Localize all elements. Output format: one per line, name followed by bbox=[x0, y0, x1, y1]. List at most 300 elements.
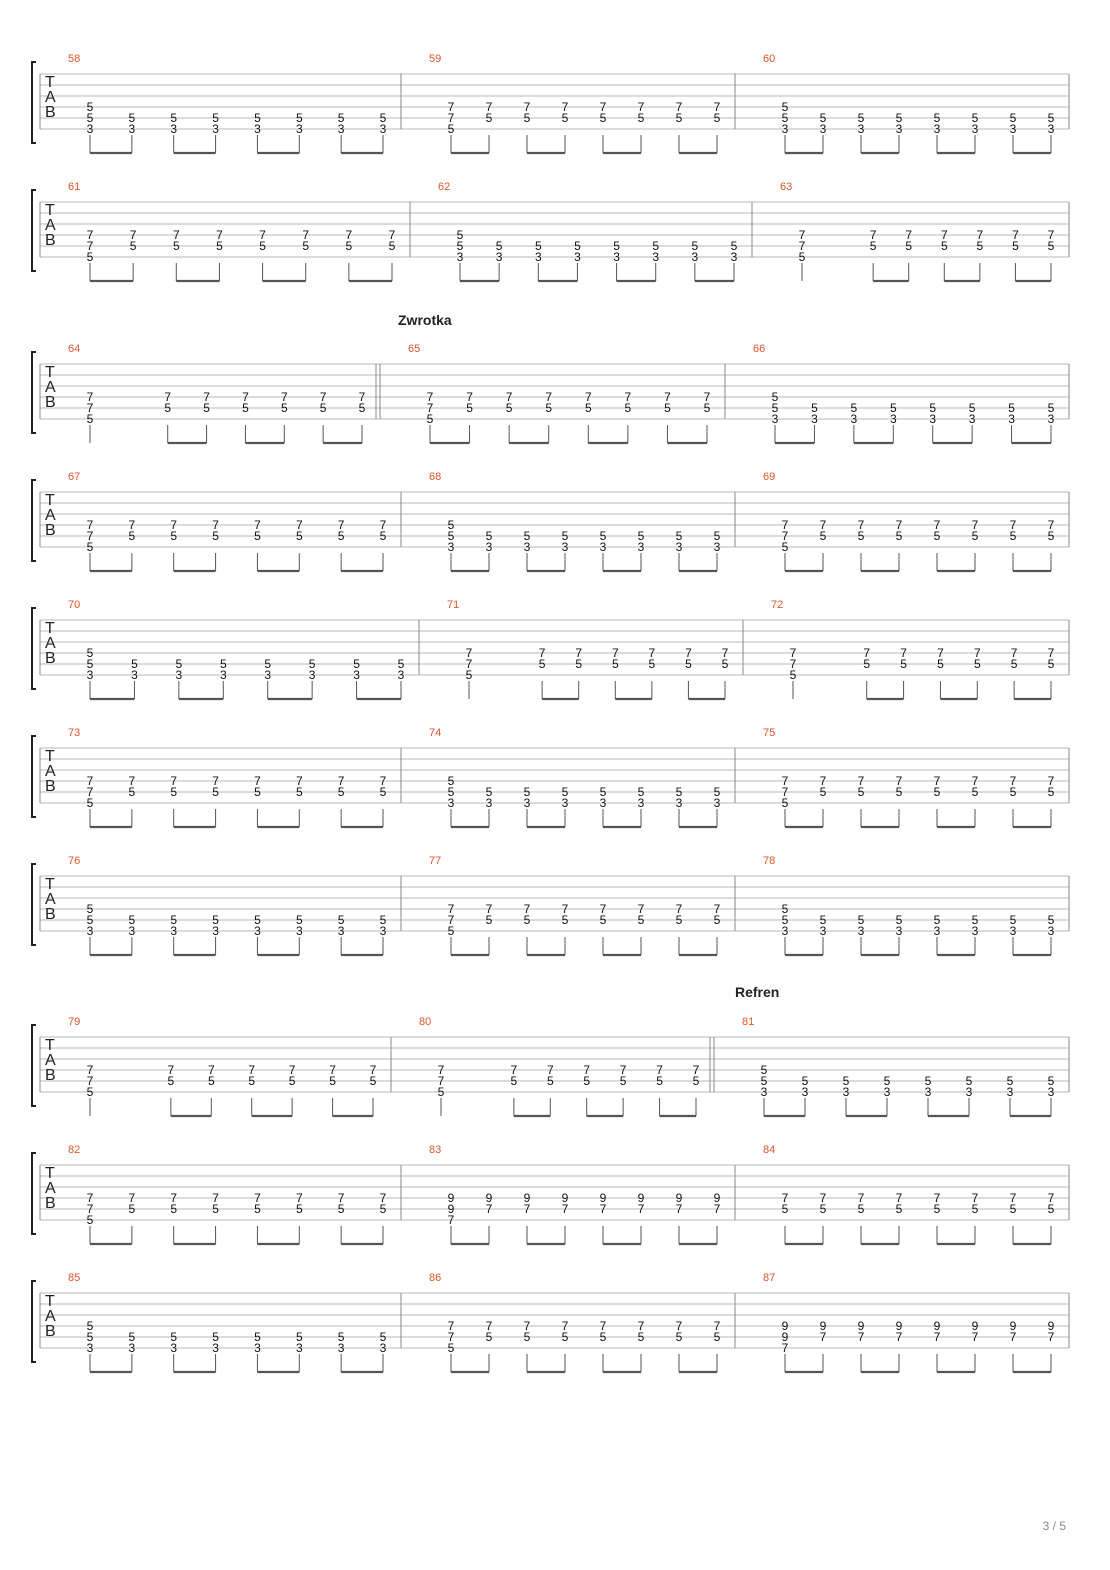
fret-number: 5 bbox=[940, 239, 948, 253]
fret-number: 7 bbox=[933, 1191, 941, 1205]
tab-clef-letter: B bbox=[45, 1323, 56, 1340]
fret-number: 5 bbox=[337, 1330, 345, 1344]
fret-number: 7 bbox=[358, 390, 366, 404]
fret-number: 5 bbox=[781, 1202, 789, 1216]
fret-number: 7 bbox=[426, 401, 434, 415]
fret-number: 9 bbox=[1009, 1319, 1017, 1333]
fret-number: 3 bbox=[1008, 412, 1015, 426]
fret-number: 5 bbox=[713, 1330, 721, 1344]
fret-number: 7 bbox=[86, 239, 94, 253]
fret-number: 7 bbox=[599, 100, 607, 114]
fret-number: 5 bbox=[599, 111, 607, 125]
fret-number: 5 bbox=[447, 924, 455, 938]
fret-number: 7 bbox=[254, 1191, 261, 1205]
fret-number: 5 bbox=[599, 785, 607, 799]
fret-number: 5 bbox=[811, 401, 818, 415]
measure-number: 80 bbox=[419, 1016, 432, 1028]
system-bracket bbox=[32, 352, 36, 433]
fret-number: 5 bbox=[86, 913, 94, 927]
fret-number: 5 bbox=[170, 913, 178, 927]
fret-number: 7 bbox=[437, 1063, 445, 1077]
fret-number: 7 bbox=[863, 646, 871, 660]
fret-number: 9 bbox=[637, 1191, 645, 1205]
fret-number: 3 bbox=[675, 796, 683, 810]
fret-number: 7 bbox=[426, 390, 434, 404]
fret-number: 5 bbox=[295, 1330, 303, 1344]
fret-number: 7 bbox=[675, 1202, 683, 1216]
fret-number: 5 bbox=[456, 228, 464, 242]
fret-number: 7 bbox=[584, 390, 592, 404]
fret-number: 7 bbox=[280, 390, 288, 404]
fret-number: 5 bbox=[379, 785, 387, 799]
fret-number: 3 bbox=[264, 668, 272, 682]
fret-number: 5 bbox=[781, 913, 789, 927]
fret-number: 5 bbox=[1047, 239, 1055, 253]
fret-number: 3 bbox=[1009, 122, 1017, 136]
fret-number: 5 bbox=[86, 1213, 94, 1227]
fret-number: 5 bbox=[264, 657, 272, 671]
fret-number: 7 bbox=[561, 902, 569, 916]
tab-clef-letter: B bbox=[45, 522, 56, 539]
fret-number: 7 bbox=[713, 902, 721, 916]
tab-clef-letter: B bbox=[45, 1067, 56, 1084]
tab-clef-letter: B bbox=[45, 778, 56, 795]
fret-number: 5 bbox=[379, 111, 387, 125]
fret-number: 3 bbox=[337, 924, 345, 938]
fret-number: 5 bbox=[212, 111, 219, 125]
fret-number: 5 bbox=[131, 657, 138, 671]
fret-number: 7 bbox=[857, 1330, 865, 1344]
fret-number: 5 bbox=[466, 401, 473, 415]
fret-number: 3 bbox=[295, 1341, 303, 1355]
measure-number: 64 bbox=[68, 343, 81, 355]
measure-number: 81 bbox=[742, 1016, 755, 1028]
fret-number: 3 bbox=[1009, 924, 1017, 938]
fret-number: 5 bbox=[857, 785, 865, 799]
fret-number: 5 bbox=[288, 1074, 296, 1088]
fret-number: 3 bbox=[447, 796, 455, 810]
system-bracket bbox=[32, 190, 36, 271]
fret-number: 7 bbox=[798, 228, 806, 242]
fret-number: 5 bbox=[857, 529, 865, 543]
fret-number: 7 bbox=[973, 646, 981, 660]
fret-number: 5 bbox=[254, 111, 261, 125]
system-bracket bbox=[32, 1025, 36, 1106]
page-number: 3 / 5 bbox=[1042, 1519, 1066, 1533]
fret-number: 7 bbox=[345, 228, 353, 242]
fret-number: 7 bbox=[465, 646, 473, 660]
fret-number: 7 bbox=[685, 646, 692, 660]
fret-number: 5 bbox=[857, 913, 865, 927]
fret-number: 5 bbox=[86, 412, 94, 426]
fret-number: 5 bbox=[1012, 239, 1019, 253]
fret-number: 3 bbox=[219, 668, 227, 682]
fret-number: 7 bbox=[599, 1319, 607, 1333]
fret-number: 7 bbox=[128, 1191, 136, 1205]
fret-number: 7 bbox=[129, 228, 137, 242]
fret-number: 5 bbox=[781, 540, 789, 554]
fret-number: 7 bbox=[86, 774, 94, 788]
fret-number: 5 bbox=[819, 111, 827, 125]
fret-number: 5 bbox=[167, 1074, 175, 1088]
tab-clef-letter: T bbox=[45, 1165, 55, 1182]
fret-number: 3 bbox=[86, 1341, 94, 1355]
fret-number: 5 bbox=[869, 239, 877, 253]
fret-number: 3 bbox=[379, 924, 387, 938]
fret-number: 7 bbox=[1009, 774, 1017, 788]
fret-number: 3 bbox=[637, 796, 645, 810]
fret-number: 5 bbox=[295, 111, 303, 125]
fret-number: 5 bbox=[789, 668, 797, 682]
fret-number: 5 bbox=[781, 111, 789, 125]
fret-number: 7 bbox=[337, 518, 345, 532]
measure-number: 74 bbox=[429, 727, 442, 739]
fret-number: 3 bbox=[212, 122, 219, 136]
fret-number: 7 bbox=[1010, 646, 1018, 660]
fret-number: 7 bbox=[86, 518, 94, 532]
fret-number: 7 bbox=[86, 401, 94, 415]
measure-number: 63 bbox=[780, 181, 793, 193]
fret-number: 5 bbox=[212, 529, 219, 543]
fret-number: 5 bbox=[895, 785, 903, 799]
fret-number: 7 bbox=[86, 390, 94, 404]
fret-number: 5 bbox=[883, 1074, 891, 1088]
fret-number: 5 bbox=[637, 785, 645, 799]
fret-number: 7 bbox=[971, 774, 979, 788]
fret-number: 7 bbox=[379, 1191, 387, 1205]
fret-number: 7 bbox=[128, 518, 136, 532]
fret-number: 7 bbox=[172, 228, 180, 242]
fret-number: 5 bbox=[254, 1202, 261, 1216]
fret-number: 5 bbox=[295, 1202, 303, 1216]
fret-number: 5 bbox=[128, 529, 136, 543]
fret-number: 3 bbox=[254, 1341, 261, 1355]
tab-clef-letter: B bbox=[45, 650, 56, 667]
fret-number: 5 bbox=[86, 540, 94, 554]
tab-clef-letter: T bbox=[45, 876, 55, 893]
fret-number: 3 bbox=[933, 122, 941, 136]
fret-number: 7 bbox=[86, 1074, 94, 1088]
fret-number: 7 bbox=[86, 1191, 94, 1205]
fret-number: 5 bbox=[801, 1074, 809, 1088]
fret-number: 5 bbox=[397, 657, 405, 671]
fret-number: 5 bbox=[760, 1063, 768, 1077]
measure-number: 84 bbox=[763, 1144, 776, 1156]
fret-number: 9 bbox=[447, 1202, 455, 1216]
fret-number: 7 bbox=[798, 239, 806, 253]
fret-number: 7 bbox=[637, 902, 645, 916]
fret-number: 5 bbox=[248, 1074, 256, 1088]
fret-number: 5 bbox=[345, 239, 353, 253]
fret-number: 3 bbox=[675, 540, 683, 554]
measure-number: 67 bbox=[68, 471, 81, 483]
fret-number: 9 bbox=[713, 1191, 721, 1205]
fret-number: 5 bbox=[86, 250, 94, 264]
fret-number: 5 bbox=[337, 529, 345, 543]
fret-number: 5 bbox=[295, 785, 303, 799]
fret-number: 5 bbox=[546, 1074, 554, 1088]
fret-number: 7 bbox=[170, 774, 178, 788]
fret-number: 7 bbox=[789, 646, 797, 660]
fret-number: 5 bbox=[388, 239, 396, 253]
fret-number: 7 bbox=[781, 785, 789, 799]
fret-number: 7 bbox=[212, 518, 219, 532]
fret-number: 5 bbox=[308, 657, 316, 671]
fret-number: 5 bbox=[857, 111, 865, 125]
fret-number: 5 bbox=[675, 111, 683, 125]
fret-number: 5 bbox=[447, 518, 455, 532]
fret-number: 5 bbox=[819, 1202, 827, 1216]
tab-clef-letter: B bbox=[45, 906, 56, 923]
measure-number: 72 bbox=[771, 599, 784, 611]
fret-number: 5 bbox=[619, 1074, 627, 1088]
fret-number: 5 bbox=[353, 657, 360, 671]
fret-number: 7 bbox=[611, 646, 619, 660]
fret-number: 5 bbox=[302, 239, 310, 253]
fret-number: 5 bbox=[599, 529, 607, 543]
fret-number: 7 bbox=[86, 529, 94, 543]
measure-number: 75 bbox=[763, 727, 776, 739]
fret-number: 3 bbox=[456, 250, 464, 264]
fret-number: 5 bbox=[1009, 529, 1017, 543]
tab-clef-letter: B bbox=[45, 104, 56, 121]
fret-number: 5 bbox=[1047, 401, 1055, 415]
fret-number: 5 bbox=[760, 1074, 768, 1088]
fret-number: 5 bbox=[86, 646, 94, 660]
fret-number: 7 bbox=[857, 774, 865, 788]
fret-number: 5 bbox=[721, 657, 729, 671]
fret-number: 7 bbox=[819, 1191, 827, 1205]
fret-number: 7 bbox=[546, 1063, 554, 1077]
fret-number: 7 bbox=[388, 228, 396, 242]
system-bracket bbox=[32, 608, 36, 689]
fret-number: 5 bbox=[510, 1074, 518, 1088]
fret-number: 7 bbox=[781, 774, 789, 788]
fret-number: 7 bbox=[789, 657, 797, 671]
fret-number: 5 bbox=[1009, 913, 1017, 927]
fret-number: 7 bbox=[703, 390, 711, 404]
fret-number: 7 bbox=[675, 902, 683, 916]
fret-number: 7 bbox=[538, 646, 546, 660]
fret-number: 3 bbox=[574, 250, 581, 264]
fret-number: 5 bbox=[965, 1074, 973, 1088]
fret-number: 5 bbox=[973, 657, 981, 671]
fret-number: 3 bbox=[523, 796, 531, 810]
fret-number: 7 bbox=[167, 1063, 175, 1077]
fret-number: 5 bbox=[86, 902, 94, 916]
fret-number: 7 bbox=[933, 1330, 941, 1344]
fret-number: 3 bbox=[561, 796, 569, 810]
fret-number: 5 bbox=[437, 1085, 445, 1099]
fret-number: 7 bbox=[329, 1063, 336, 1077]
fret-number: 5 bbox=[971, 785, 979, 799]
fret-number: 5 bbox=[637, 111, 645, 125]
fret-number: 5 bbox=[771, 401, 779, 415]
fret-number: 5 bbox=[128, 1202, 136, 1216]
fret-number: 5 bbox=[170, 111, 178, 125]
fret-number: 7 bbox=[447, 1330, 455, 1344]
fret-number: 7 bbox=[505, 390, 513, 404]
fret-number: 5 bbox=[216, 239, 223, 253]
fret-number: 3 bbox=[781, 122, 789, 136]
fret-number: 7 bbox=[447, 1319, 455, 1333]
fret-number: 3 bbox=[857, 924, 865, 938]
fret-number: 5 bbox=[933, 785, 941, 799]
fret-number: 5 bbox=[613, 239, 620, 253]
fret-number: 5 bbox=[164, 401, 172, 415]
fret-number: 9 bbox=[971, 1319, 979, 1333]
fret-number: 5 bbox=[447, 122, 455, 136]
fret-number: 7 bbox=[819, 1330, 827, 1344]
fret-number: 7 bbox=[248, 1063, 256, 1077]
fret-number: 5 bbox=[691, 239, 699, 253]
fret-number: 3 bbox=[933, 924, 941, 938]
fret-number: 7 bbox=[656, 1063, 663, 1077]
fret-number: 7 bbox=[637, 1319, 645, 1333]
fret-number: 5 bbox=[850, 401, 858, 415]
fret-number: 7 bbox=[1047, 774, 1055, 788]
fret-number: 5 bbox=[170, 1202, 178, 1216]
fret-number: 3 bbox=[337, 1341, 345, 1355]
fret-number: 5 bbox=[129, 239, 137, 253]
fret-number: 5 bbox=[624, 401, 632, 415]
fret-number: 7 bbox=[857, 518, 865, 532]
fret-number: 3 bbox=[691, 250, 699, 264]
fret-number: 5 bbox=[842, 1074, 850, 1088]
fret-number: 5 bbox=[664, 401, 671, 415]
fret-number: 5 bbox=[929, 401, 937, 415]
fret-number: 7 bbox=[900, 646, 907, 660]
fret-number: 5 bbox=[538, 657, 546, 671]
fret-number: 3 bbox=[128, 1341, 136, 1355]
fret-number: 3 bbox=[523, 540, 531, 554]
fret-number: 7 bbox=[561, 100, 569, 114]
fret-number: 5 bbox=[675, 913, 683, 927]
fret-number: 3 bbox=[128, 924, 136, 938]
fret-number: 7 bbox=[86, 1202, 94, 1216]
fret-number: 5 bbox=[485, 1330, 493, 1344]
tab-clef-letter: T bbox=[45, 364, 55, 381]
fret-number: 5 bbox=[447, 785, 455, 799]
fret-number: 5 bbox=[505, 401, 513, 415]
fret-number: 7 bbox=[485, 1202, 493, 1216]
fret-number: 5 bbox=[1009, 1202, 1017, 1216]
fret-number: 5 bbox=[254, 913, 261, 927]
measure-number: 79 bbox=[68, 1016, 81, 1028]
system-bracket bbox=[32, 1153, 36, 1234]
fret-number: 5 bbox=[379, 1330, 387, 1344]
fret-number: 3 bbox=[929, 412, 937, 426]
fret-number: 7 bbox=[895, 1330, 903, 1344]
fret-number: 5 bbox=[599, 1330, 607, 1344]
tab-clef-letter: A bbox=[45, 379, 56, 396]
fret-number: 7 bbox=[523, 100, 531, 114]
fret-number: 7 bbox=[664, 390, 671, 404]
fret-number: 7 bbox=[485, 902, 493, 916]
fret-number: 5 bbox=[86, 1319, 94, 1333]
fret-number: 7 bbox=[971, 1191, 979, 1205]
fret-number: 9 bbox=[599, 1191, 607, 1205]
fret-number: 5 bbox=[905, 239, 913, 253]
measure-number: 83 bbox=[429, 1144, 442, 1156]
tab-clef-letter: A bbox=[45, 1052, 56, 1069]
fret-number: 5 bbox=[637, 1330, 645, 1344]
fret-number: 5 bbox=[561, 529, 569, 543]
fret-number: 3 bbox=[447, 540, 455, 554]
fret-number: 7 bbox=[203, 390, 210, 404]
measure-number: 76 bbox=[68, 855, 81, 867]
fret-number: 7 bbox=[447, 111, 455, 125]
tab-clef-letter: T bbox=[45, 492, 55, 509]
fret-number: 5 bbox=[971, 1202, 979, 1216]
fret-number: 5 bbox=[203, 401, 210, 415]
fret-number: 3 bbox=[599, 540, 607, 554]
fret-number: 7 bbox=[465, 657, 473, 671]
fret-number: 3 bbox=[811, 412, 818, 426]
fret-number: 5 bbox=[219, 657, 227, 671]
fret-number: 3 bbox=[295, 924, 303, 938]
fret-number: 5 bbox=[337, 785, 345, 799]
fret-number: 3 bbox=[295, 122, 303, 136]
fret-number: 3 bbox=[971, 122, 979, 136]
fret-number: 7 bbox=[624, 390, 632, 404]
fret-number: 7 bbox=[781, 529, 789, 543]
fret-number: 7 bbox=[447, 913, 455, 927]
fret-number: 7 bbox=[86, 785, 94, 799]
fret-number: 5 bbox=[703, 401, 711, 415]
fret-number: 5 bbox=[128, 1330, 136, 1344]
tab-clef-letter: A bbox=[45, 89, 56, 106]
fret-number: 3 bbox=[781, 924, 789, 938]
fret-number: 5 bbox=[771, 390, 779, 404]
fret-number: 3 bbox=[1047, 412, 1055, 426]
fret-number: 3 bbox=[652, 250, 660, 264]
fret-number: 5 bbox=[857, 1202, 865, 1216]
fret-number: 7 bbox=[895, 1191, 903, 1205]
fret-number: 3 bbox=[883, 1085, 891, 1099]
fret-number: 3 bbox=[713, 796, 721, 810]
fret-number: 5 bbox=[280, 401, 288, 415]
fret-number: 5 bbox=[713, 111, 721, 125]
fret-number: 7 bbox=[692, 1063, 700, 1077]
fret-number: 7 bbox=[895, 774, 903, 788]
fret-number: 7 bbox=[599, 902, 607, 916]
fret-number: 7 bbox=[857, 1191, 865, 1205]
fret-number: 5 bbox=[170, 785, 178, 799]
tab-clef-letter: A bbox=[45, 635, 56, 652]
fret-number: 7 bbox=[485, 1319, 493, 1333]
fret-number: 7 bbox=[86, 1063, 94, 1077]
fret-number: 3 bbox=[730, 250, 738, 264]
fret-number: 5 bbox=[523, 1330, 531, 1344]
fret-number: 3 bbox=[86, 668, 94, 682]
fret-number: 7 bbox=[561, 1319, 569, 1333]
fret-number: 5 bbox=[1047, 913, 1055, 927]
fret-number: 5 bbox=[128, 913, 136, 927]
fret-number: 3 bbox=[1047, 924, 1055, 938]
fret-number: 5 bbox=[976, 239, 984, 253]
fret-number: 3 bbox=[924, 1085, 932, 1099]
fret-number: 3 bbox=[379, 1341, 387, 1355]
fret-number: 5 bbox=[212, 1202, 219, 1216]
fret-number: 7 bbox=[933, 518, 941, 532]
fret-number: 7 bbox=[819, 518, 827, 532]
fret-number: 7 bbox=[295, 518, 303, 532]
measure-number: 69 bbox=[763, 471, 776, 483]
measure-number: 73 bbox=[68, 727, 81, 739]
fret-number: 5 bbox=[523, 785, 531, 799]
fret-number: 5 bbox=[583, 1074, 591, 1088]
